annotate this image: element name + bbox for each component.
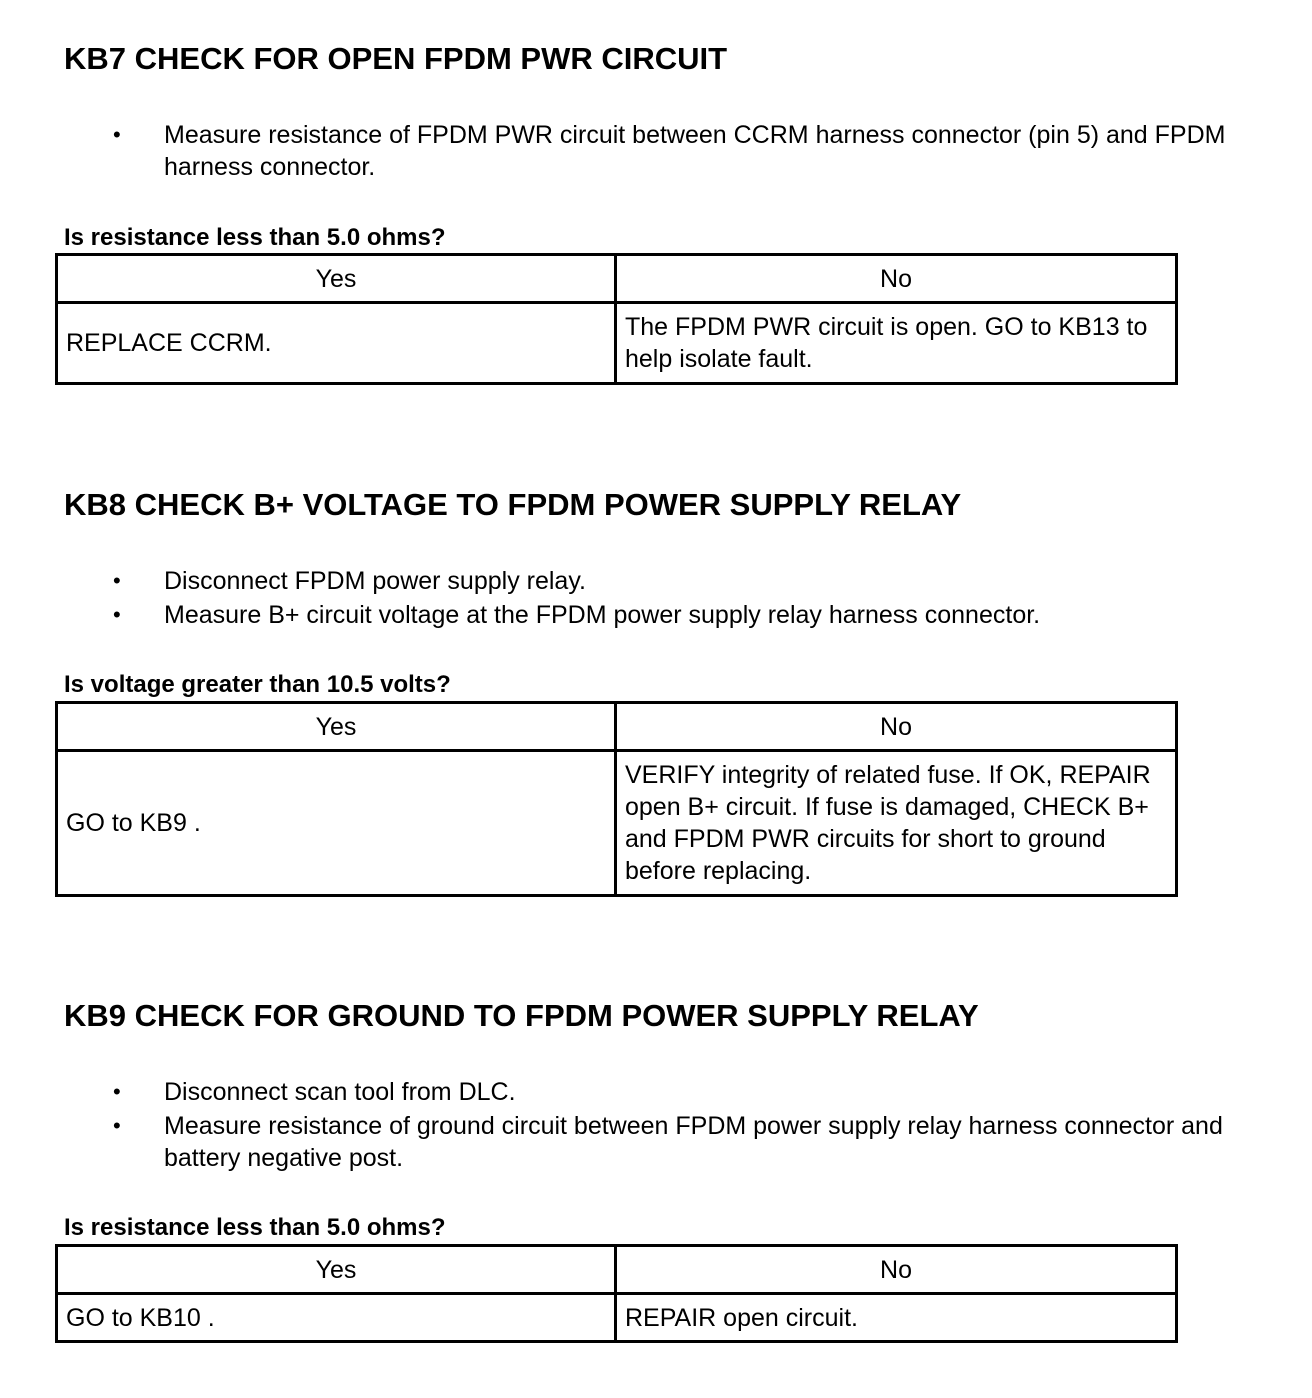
no-action-cell: VERIFY integrity of related fuse. If OK, REPAIR open B+ circuit. If fuse is damaged, CHECK B+ and FPDM PWR circuits for short to ground before replacing. <box>616 751 1177 896</box>
table-header-row <box>57 1246 1177 1294</box>
step-list <box>0 119 1274 185</box>
question-label: Is resistance less than 5.0 ohms? <box>64 224 446 251</box>
table-row <box>57 1294 1177 1342</box>
step-item <box>0 1110 1274 1174</box>
step-item <box>0 565 1274 597</box>
section-title: KB7 CHECK FOR OPEN FPDM PWR CIRCUIT <box>64 41 728 76</box>
no-header: No <box>616 1246 1177 1294</box>
yes-header: Yes <box>57 1246 616 1294</box>
table-header-row <box>57 703 1177 751</box>
section-title: KB9 CHECK FOR GROUND TO FPDM POWER SUPPLY RELAY <box>64 998 979 1033</box>
no-action-cell: REPAIR open circuit. <box>616 1294 1177 1342</box>
step-text: Measure resistance of ground circuit between FPDM power supply relay harness connector and battery negative post. <box>164 1112 1223 1172</box>
step-text: Disconnect FPDM power supply relay. <box>164 567 586 595</box>
step-text: Measure B+ circuit voltage at the FPDM power supply relay harness connector. <box>164 601 1041 629</box>
table-header-row <box>57 255 1177 303</box>
step-list <box>0 565 1274 633</box>
bullet-icon: • <box>113 122 121 147</box>
yes-no-table <box>55 701 1178 897</box>
bullet-icon: • <box>113 1079 121 1104</box>
step-text: Disconnect scan tool from DLC. <box>164 1078 516 1106</box>
question-label: Is voltage greater than 10.5 volts? <box>64 671 451 698</box>
step-list <box>0 1076 1274 1176</box>
section-title: KB8 CHECK B+ VOLTAGE TO FPDM POWER SUPPLY RELAY <box>64 487 962 522</box>
no-header: No <box>616 255 1177 303</box>
table-row <box>57 303 1177 384</box>
yes-header: Yes <box>57 703 616 751</box>
bullet-icon: • <box>113 568 121 593</box>
step-item <box>0 119 1274 183</box>
step-text: Measure resistance of FPDM PWR circuit between CCRM harness connector (pin 5) and FPDM harness connector. <box>164 121 1226 181</box>
yes-no-table <box>55 1244 1178 1343</box>
no-header: No <box>616 703 1177 751</box>
bullet-icon: • <box>113 602 121 627</box>
yes-action-cell: GO to KB10 . <box>57 1294 616 1342</box>
question-label: Is resistance less than 5.0 ohms? <box>64 1214 446 1241</box>
step-item <box>0 599 1274 631</box>
yes-no-table <box>55 253 1178 385</box>
no-action-cell: The FPDM PWR circuit is open. GO to KB13 to help isolate fault. <box>616 303 1177 384</box>
table-row <box>57 751 1177 896</box>
step-item <box>0 1076 1274 1108</box>
yes-action-cell: REPLACE CCRM. <box>57 303 616 384</box>
yes-header: Yes <box>57 255 616 303</box>
bullet-icon: • <box>113 1113 121 1138</box>
yes-action-cell: GO to KB9 . <box>57 751 616 896</box>
